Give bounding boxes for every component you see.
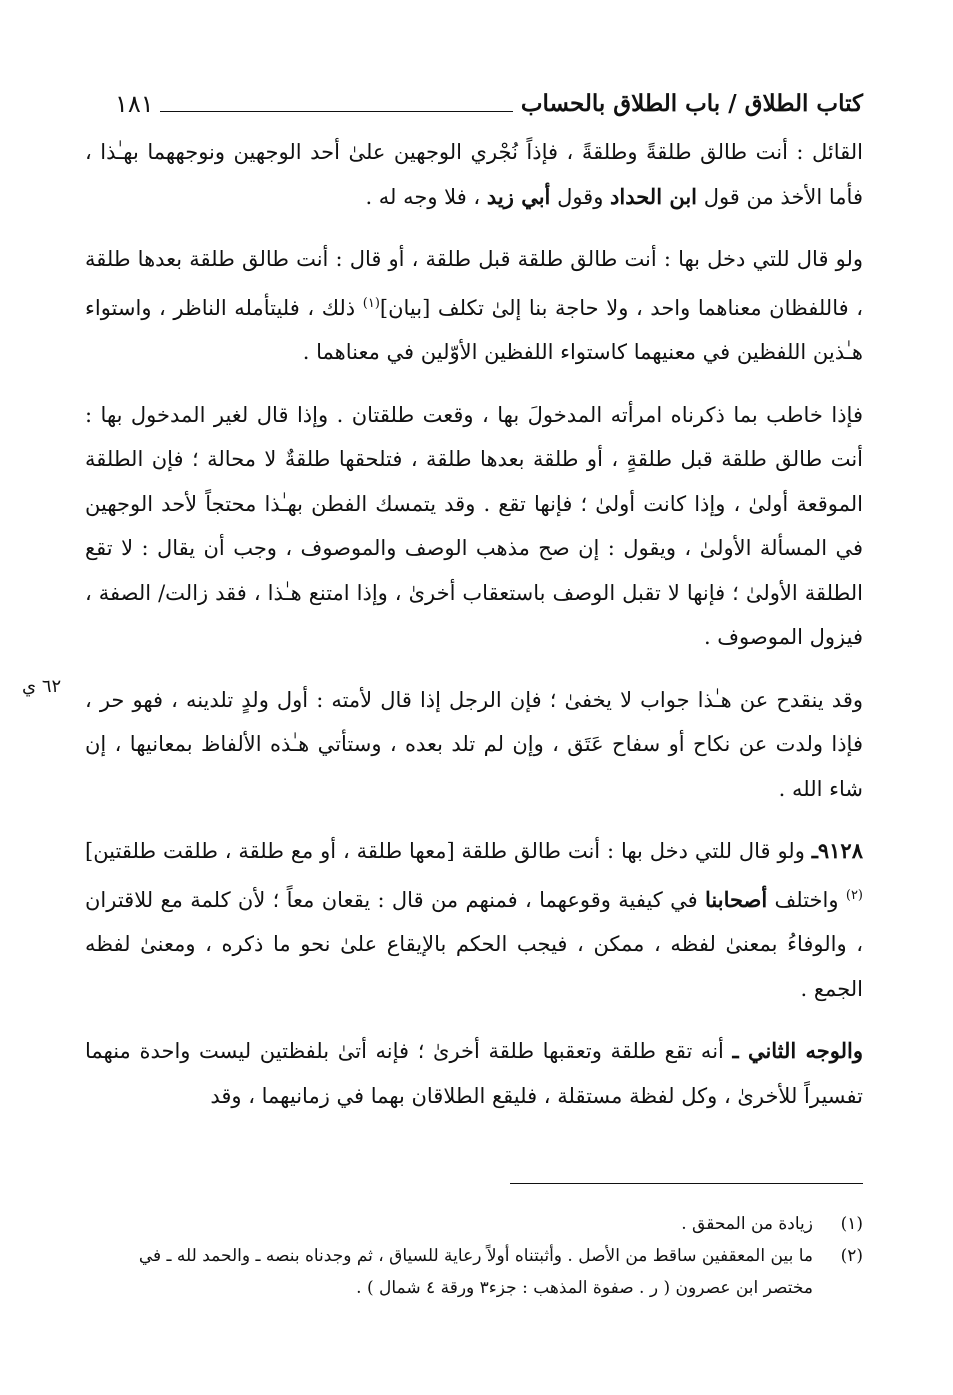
footnotes <box>85 1208 863 1304</box>
text-run: في كيفية وقوعهما ، فمنهم من قال : يقعان معاً ؛ لأن كلمة مع للاقتران ، والوفاءُ بمعنىٰ لفظه ، ممكن ، فيجب الحكم بالإيقاع علىٰ نحو ما ذكره ، ومعنىٰ لفظه الجمع . <box>85 887 863 1001</box>
text-run: ولو قال للتي دخل بها : أنت طالق طلقة قبل طلقة ، أو قال : أنت طالق طلقة بعدها طلقة ، فاللفظان معناهما واحد ، ولا حاجة بنا إلىٰ تكلف [بيان] <box>85 247 863 320</box>
text-run: القائل : أنت طالق طلقةً وطلقةً ، فإذاً نُجْري الوجهين علىٰ أحد الوجهين ونوجههما بهـٰذا ، فأما الأخذ من قول <box>85 140 863 209</box>
text-run: وقول <box>550 184 611 209</box>
text-run: ذلك ، فليتأمله الناظر ، واستواء هـٰذين اللفظين في معنيهما كاستواء اللفظين الأوّلين في معناهما . <box>85 295 863 364</box>
paragraph-1 <box>85 130 863 219</box>
text-run: واختلف <box>767 887 846 912</box>
footnote-text: ما بين المعقفين ساقط من الأصل . وأثبتناه أولاً رعاية للسياق ، ثم وجدناه بنصه ـ والحمد لله ـ في مختصر ابن عصرون ( ر . صفوة المذهب : جزء٣ ورقة ٤ شمال ) . <box>138 1246 813 1298</box>
header-rule <box>160 111 513 112</box>
footnote-rule <box>510 1183 863 1184</box>
footnote-number: (٢) <box>840 1246 863 1266</box>
paragraph-4 <box>85 678 863 812</box>
main-text <box>85 130 863 1136</box>
footnote-text: زيادة من المحقق . <box>681 1214 813 1234</box>
text-run: فإذا خاطب بما ذكرناه امرأته المدخولَ بها ، وقعت طلقتان . وإذا قال لغير المدخول بها : أنت طالق طلقة قبل طلقةٍ ، أو طلقة بعدها طلقة ، فتلحقها طلقةٌ لا محالة ؛ فإن الطلقة الموقعة أولىٰ ، وإذا كانت أولىٰ ؛ فإنها تقع . وقد يتمسك الفطن بهـٰذا محتجاً لأحد الوجهين في المسألة الأولىٰ ، ويقول : إن صح مذهب الوصف والموصوف ، وجب أن يقال : لا تقع الطلقة الأولىٰ ؛ فإنها لا تقبل الوصف باستعقاب أخرىٰ ، وإذا امتنع هـٰذا ، فقد زالت/ الصفة ، فيزول الموصوف . <box>85 402 863 649</box>
text-run: أنه تقع طلقة وتعقبها طلقة أخرىٰ ؛ فإنه أتىٰ بلفظتين ليست واحدة منهما تفسيراً للأخرىٰ ، وكل لفظة مستقلة ، فليقع الطلاقان بهما في زمانيهما ، وقد <box>85 1039 863 1108</box>
paragraph-5 <box>85 829 863 1011</box>
paragraph-6 <box>85 1029 863 1118</box>
section-number: ٩١٢٨ـ <box>811 838 863 863</box>
footnote-1 <box>85 1208 863 1240</box>
footnote-number: (١) <box>840 1214 863 1234</box>
text-run: ، فلا وجه له . <box>365 184 487 209</box>
bold-name: أبي زيد <box>486 183 551 209</box>
page-header <box>85 88 863 128</box>
bold-name: ابن الحداد <box>610 183 698 209</box>
running-title: كتاب الطلاق / باب الطلاق بالحساب <box>520 90 863 117</box>
footnote-ref: (١) <box>362 295 380 311</box>
page-number: ١٨١ <box>115 90 154 118</box>
bold-term: أصحابنا <box>705 886 768 912</box>
paragraph-3 <box>85 393 863 660</box>
footnote-ref: (٢) <box>845 887 863 903</box>
margin-folio-note: ٦٢ ي <box>22 676 62 697</box>
text-run: ولو قال للتي دخل بها : أنت طالق طلقة [معها طلقة ، أو مع طلقة ، طلقت طلقتين] <box>85 839 812 863</box>
paragraph-2 <box>85 237 863 375</box>
footnote-2 <box>85 1240 863 1304</box>
text-run: وقد ينقدح عن هـٰذا جواب لا يخفىٰ ؛ فإن الرجل إذا قال لأمته : أول ولدٍ تلدينه ، فهو حر ، فإذا ولدت عن نكاح أو سفاح عَتَق ، وإن لم تلد بعده ، وستأتي هـٰذه الألفاظ بمعانيها ، إن شاء الله . <box>85 687 863 801</box>
bold-heading: والوجه الثاني ـ <box>732 1038 863 1063</box>
